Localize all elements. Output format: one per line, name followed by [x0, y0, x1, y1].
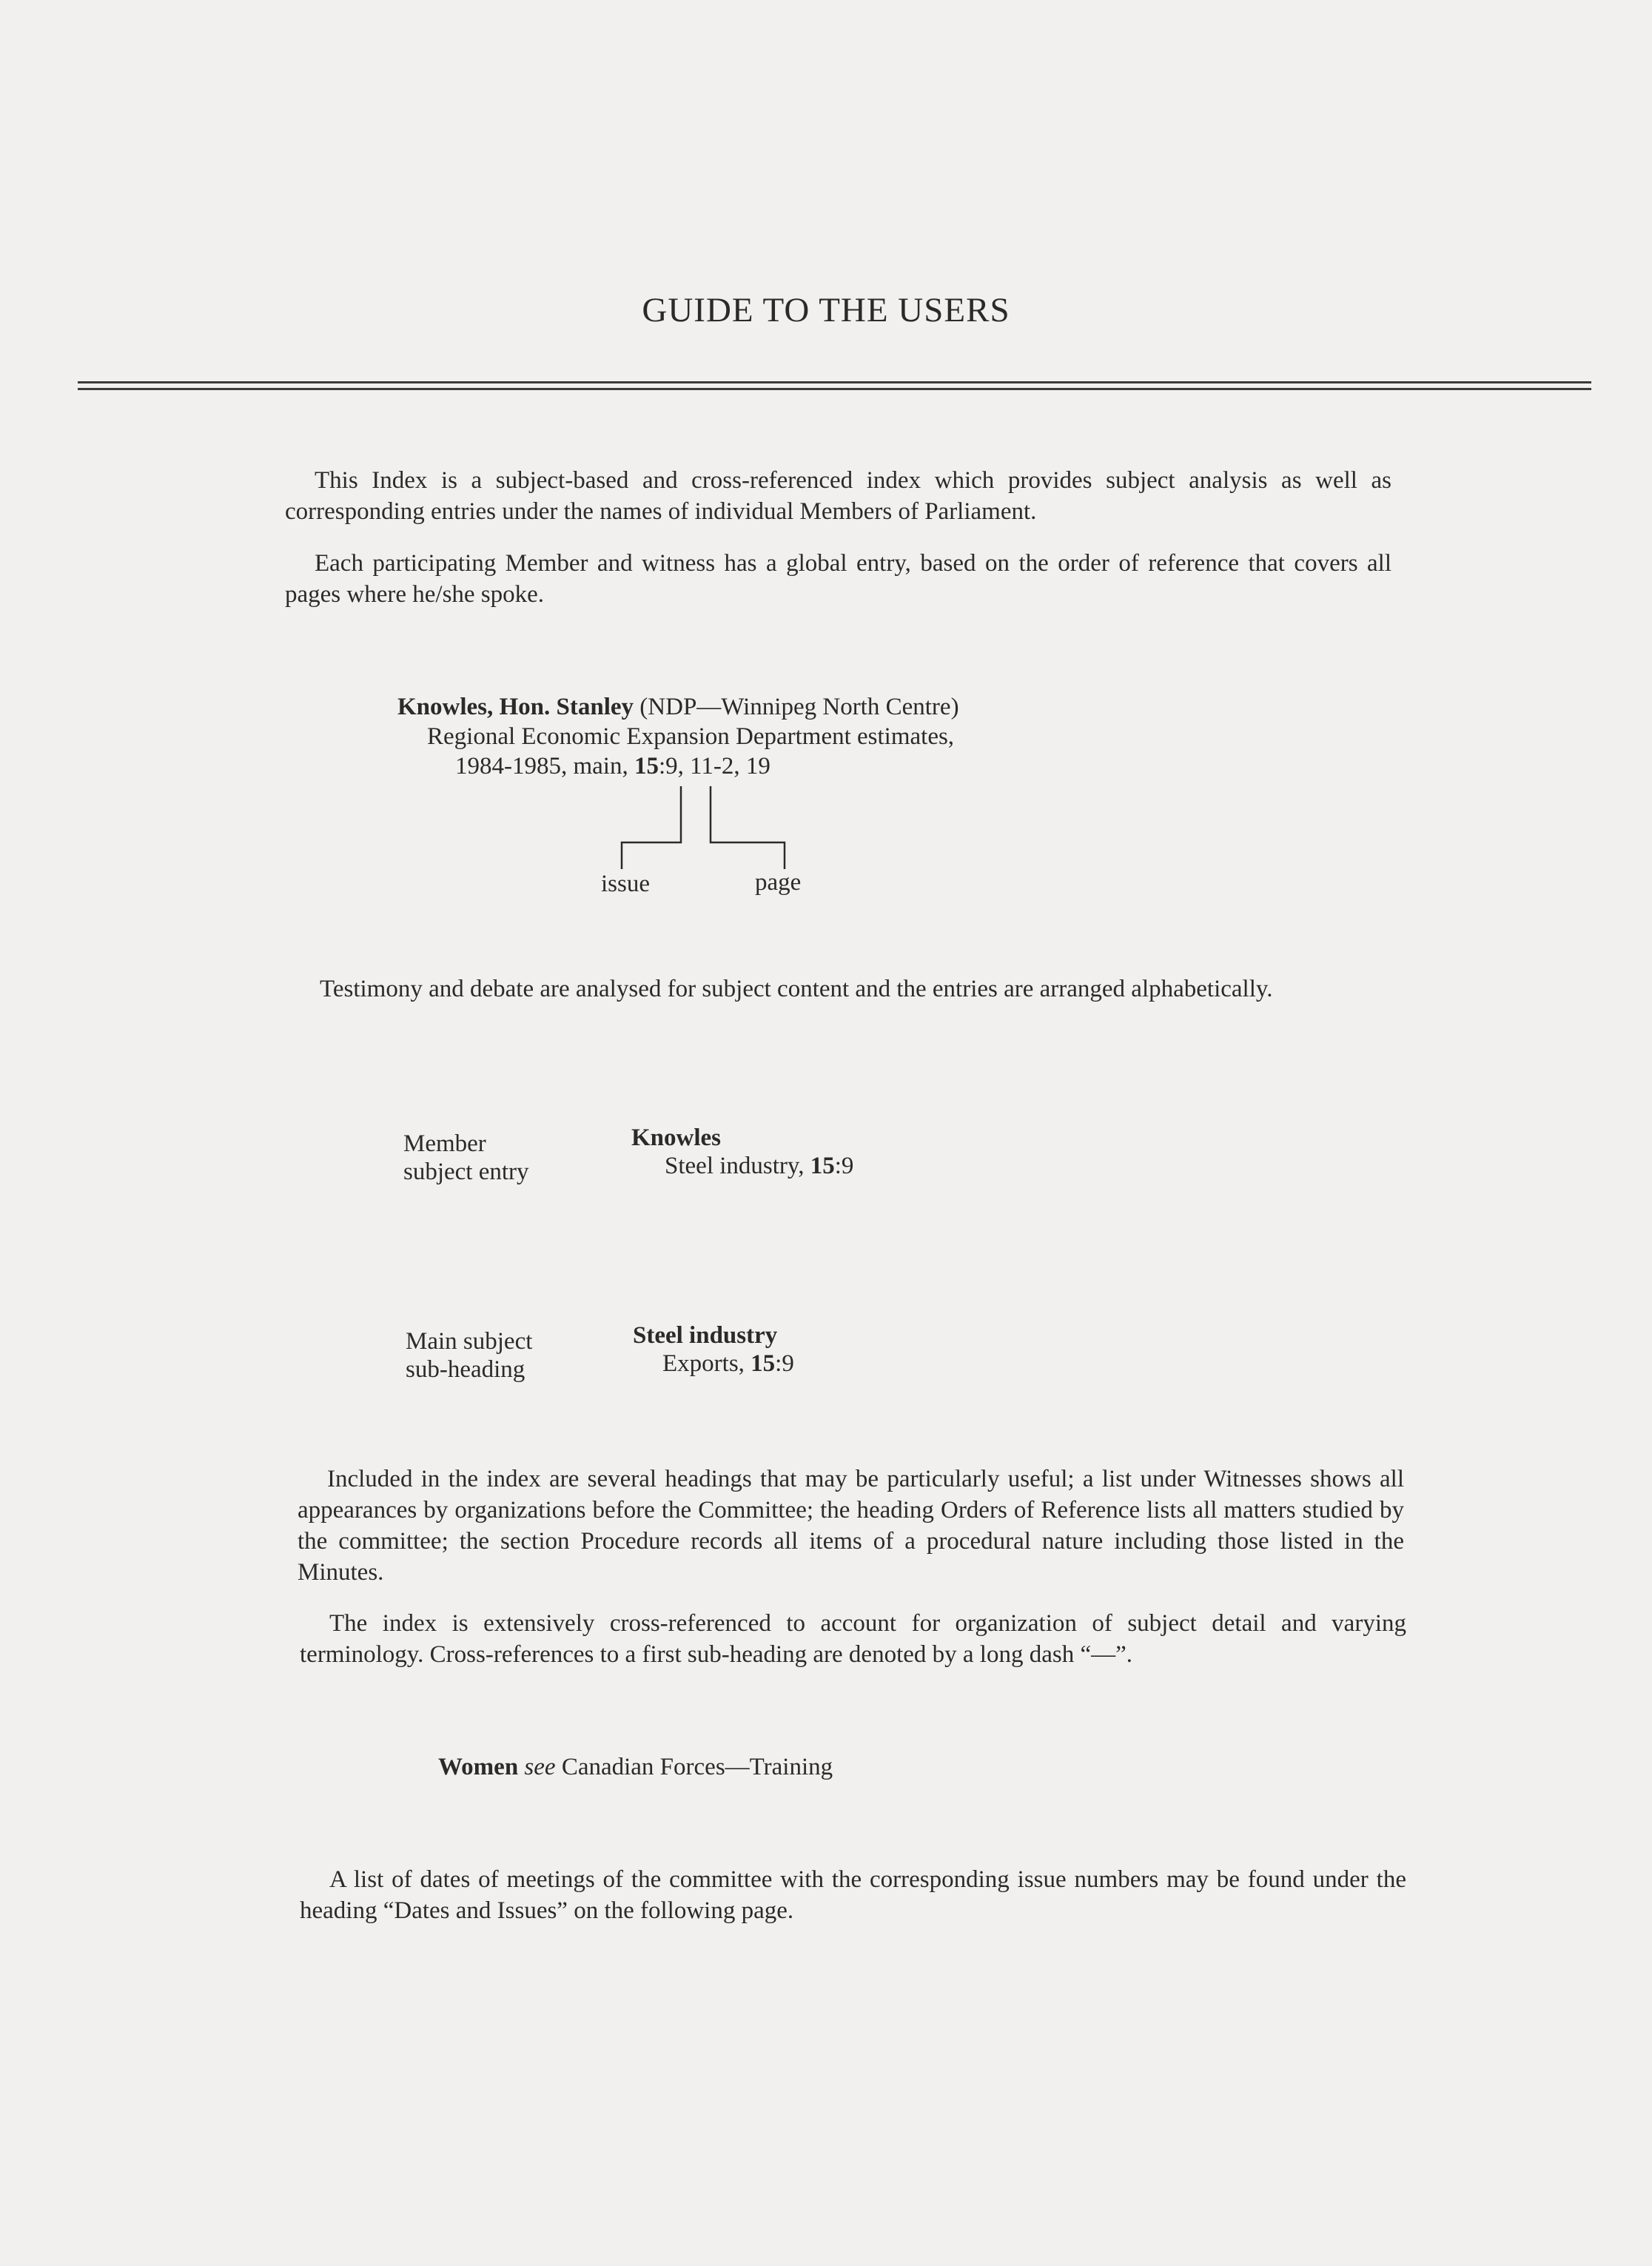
- label-issue: issue: [601, 871, 650, 897]
- example-member-line2: Regional Economic Expansion Department estimates,: [427, 723, 955, 750]
- issue-page-pointer-diagram: [607, 785, 807, 881]
- subheading-example-heading-text: Steel industry: [633, 1322, 778, 1349]
- subject-entry-prefix: Steel industry,: [665, 1153, 810, 1179]
- see-reference-keyword: see: [518, 1754, 562, 1780]
- example-member-name: Knowles, Hon. Stanley: [397, 694, 634, 720]
- label-member: Member: [403, 1130, 486, 1157]
- subject-entry-line: [665, 1151, 853, 1181]
- subheading-example-prefix: Exports,: [662, 1350, 751, 1377]
- label-main-subject: Main subject: [406, 1328, 533, 1355]
- page-pointer-line: [711, 786, 785, 869]
- paragraph-headings: Included in the index are several headings that may be particularly useful; a list under Witnesses shows all appearances by organizations before the Committee; the heading Orders of Reference lists all matters studied by the committee; the section Procedure records all items of a procedural nature including those listed in the Minutes.: [298, 1466, 1404, 1586]
- see-reference-example: [438, 1752, 833, 1782]
- issue-pointer-line: [622, 786, 681, 869]
- example-member-heading: [397, 692, 959, 722]
- title-rule-bottom: [78, 388, 1591, 390]
- paragraph-cross-reference: The index is extensively cross-referenced to account for organization of subject detail and varying terminology. Cross-references to a first sub-heading are denoted by a long dash “—”.: [300, 1610, 1406, 1668]
- subject-entry-heading: [631, 1123, 721, 1153]
- see-reference-target: Canadian Forces—Training: [561, 1754, 833, 1780]
- example-member-line3-suffix: :9, 11-2, 19: [658, 753, 770, 780]
- page-title: GUIDE TO THE USERS: [642, 291, 1010, 329]
- paragraph-testimony: Testimony and debate are analysed for subject content and the entries are arranged alphabetically.: [320, 976, 1273, 1002]
- title-rule-top: [78, 381, 1591, 383]
- subject-entry-suffix: :9: [834, 1153, 854, 1179]
- subheading-example-issue: 15: [751, 1350, 776, 1377]
- subheading-example-heading: [633, 1321, 777, 1350]
- example-member-line3: [455, 751, 770, 781]
- example-member-issue-number: 15: [634, 753, 659, 780]
- example-member-affiliation: (NDP—Winnipeg North Centre): [634, 694, 959, 720]
- see-reference-heading: Women: [438, 1754, 519, 1780]
- example-member-line3-prefix: 1984-1985, main,: [455, 753, 634, 780]
- label-subject-entry: subject entry: [403, 1159, 529, 1185]
- subheading-example-line: [662, 1349, 794, 1378]
- intro-paragraph-1: This Index is a subject-based and cross-referenced index which provides subject analysis as well as corresponding entries under the names of individual Members of Parliament.: [285, 467, 1391, 525]
- subject-entry-heading-text: Knowles: [631, 1124, 722, 1151]
- label-page: page: [755, 869, 802, 896]
- intro-paragraph-2: Each participating Member and witness has a global entry, based on the order of reference that covers all pages where he/she spoke.: [285, 550, 1391, 608]
- label-sub-heading: sub-heading: [406, 1356, 526, 1383]
- paragraph-dates-issues: A list of dates of meetings of the committee with the corresponding issue numbers may be found under the heading “Dates and Issues” on the following page.: [300, 1866, 1406, 1924]
- subject-entry-issue: 15: [810, 1153, 835, 1179]
- subheading-example-suffix: :9: [775, 1350, 794, 1377]
